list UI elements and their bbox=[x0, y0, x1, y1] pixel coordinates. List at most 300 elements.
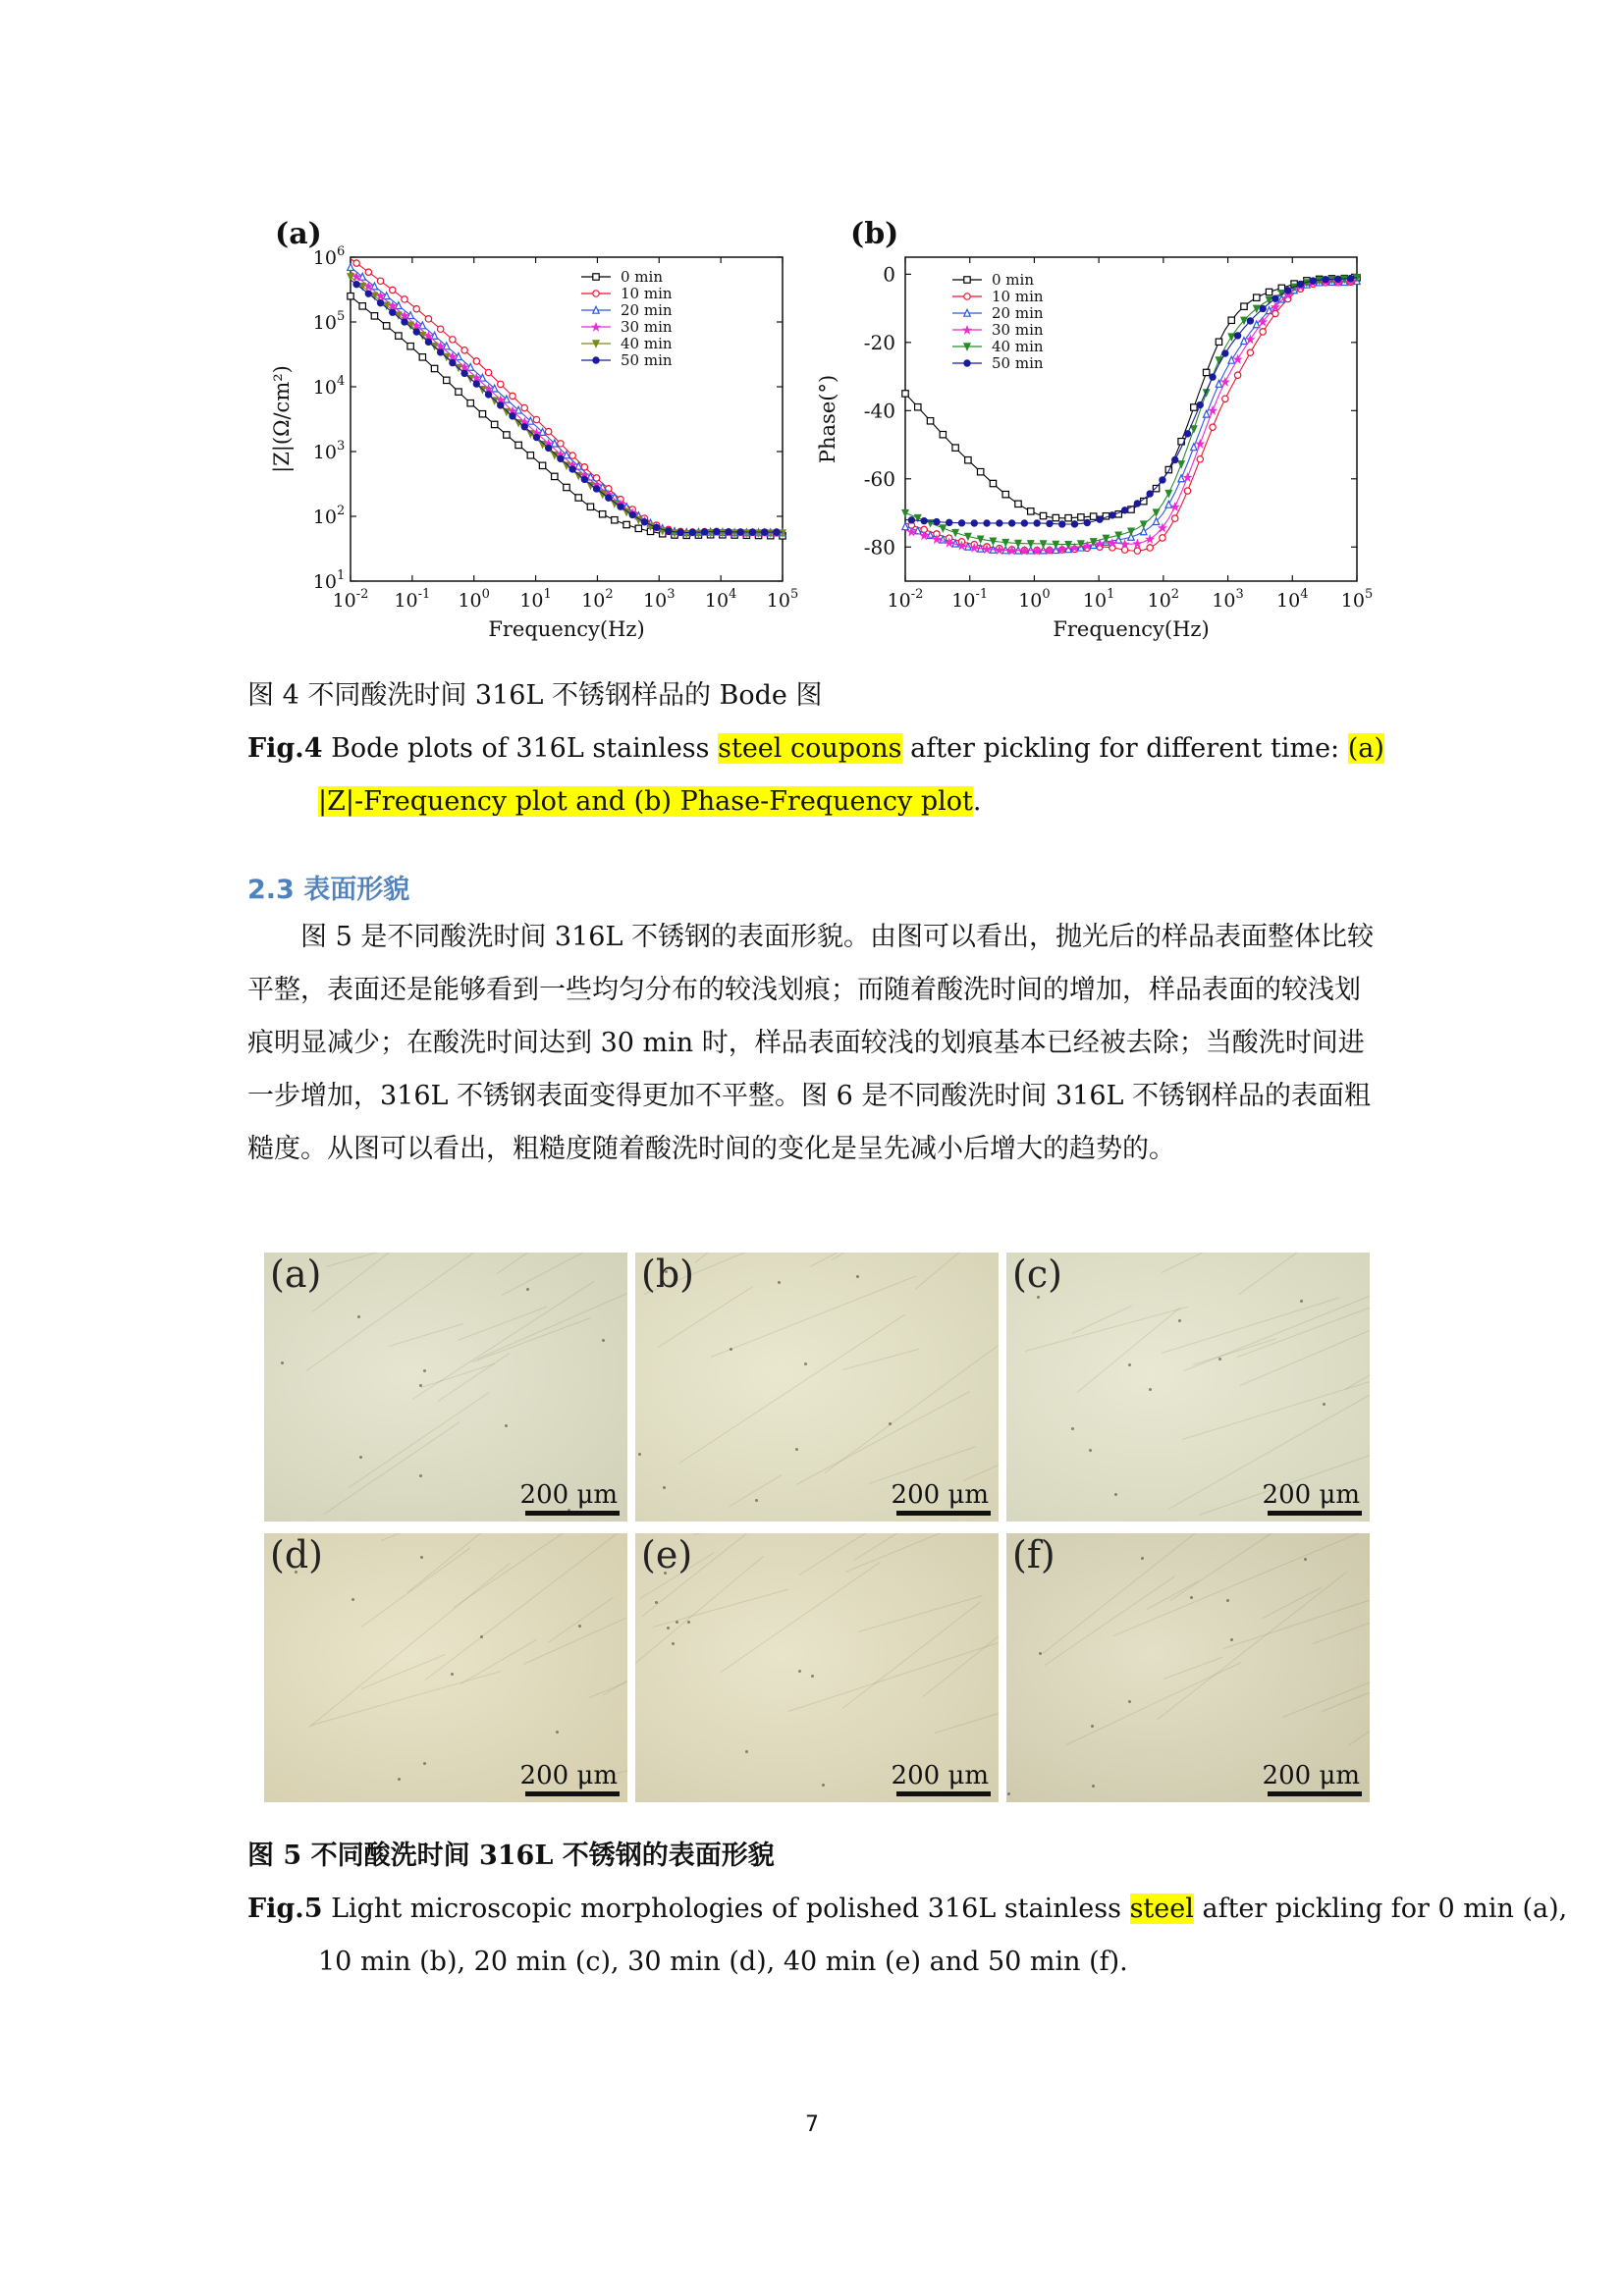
data-point bbox=[425, 316, 431, 322]
data-point bbox=[1053, 514, 1058, 520]
data-point bbox=[1197, 456, 1203, 462]
data-point bbox=[353, 260, 359, 266]
data-point bbox=[947, 519, 952, 525]
data-point bbox=[444, 377, 450, 383]
x-axis-title: Frequency(Hz) bbox=[1053, 617, 1210, 641]
surface-speck bbox=[1007, 1792, 1010, 1795]
data-point bbox=[908, 517, 914, 523]
data-point bbox=[971, 520, 977, 526]
bode-phase-svg bbox=[805, 206, 1394, 667]
data-point bbox=[1165, 501, 1171, 507]
data-point bbox=[907, 527, 915, 535]
surface-speck bbox=[804, 1362, 807, 1365]
surface-speck bbox=[672, 1642, 675, 1645]
legend-marker bbox=[964, 277, 970, 283]
data-point bbox=[510, 413, 515, 419]
surface-scratch bbox=[679, 1314, 905, 1464]
legend-entry bbox=[952, 271, 1034, 289]
data-point bbox=[1109, 512, 1115, 518]
x-tick-label: $10^2$ bbox=[581, 587, 614, 612]
legend-marker bbox=[964, 360, 970, 366]
series-10-min bbox=[351, 259, 783, 536]
data-point bbox=[1233, 355, 1241, 363]
surface-scratch bbox=[454, 1533, 570, 1608]
bode-magnitude-chart bbox=[247, 206, 837, 667]
data-point bbox=[383, 323, 389, 329]
data-point bbox=[1184, 488, 1190, 494]
data-point bbox=[552, 473, 558, 479]
surface-speck bbox=[676, 1621, 678, 1624]
x-tick-label: $10^{-2}$ bbox=[887, 587, 924, 612]
surface-speck bbox=[1092, 1785, 1095, 1788]
micrograph-label: (a) bbox=[270, 1253, 322, 1296]
y-tick-label: $10^5$ bbox=[312, 309, 346, 334]
surface-scratch bbox=[548, 1597, 614, 1643]
micrograph-label: (f) bbox=[1012, 1533, 1055, 1576]
data-point bbox=[450, 359, 456, 365]
surface-speck bbox=[1128, 1700, 1131, 1703]
section-heading: 2.3 表面形貌 bbox=[247, 875, 410, 905]
data-point bbox=[761, 529, 767, 535]
surface-scratch bbox=[1182, 1366, 1370, 1439]
data-point bbox=[1234, 372, 1240, 378]
x-tick-label: $10^1$ bbox=[519, 587, 552, 612]
data-point bbox=[1209, 406, 1217, 414]
fig4-caption-en-line1 bbox=[247, 722, 1384, 775]
data-point bbox=[371, 283, 377, 290]
legend-entry bbox=[581, 351, 673, 369]
surface-speck bbox=[602, 1339, 605, 1342]
data-point bbox=[396, 333, 402, 339]
data-point bbox=[390, 309, 396, 315]
scale-bar-label: 200 μm bbox=[1262, 1761, 1360, 1790]
data-point bbox=[1210, 424, 1216, 430]
data-point bbox=[515, 442, 521, 448]
data-point bbox=[575, 495, 581, 501]
data-point bbox=[653, 524, 659, 530]
data-point bbox=[1146, 535, 1154, 543]
data-point bbox=[1210, 374, 1216, 380]
legend-label: 30 min bbox=[621, 318, 673, 336]
x-tick-label: $10^2$ bbox=[1147, 587, 1180, 612]
data-point bbox=[491, 421, 497, 427]
surface-speck bbox=[1128, 1363, 1131, 1366]
surface-speck bbox=[419, 1384, 422, 1387]
data-point bbox=[1266, 289, 1271, 294]
data-point bbox=[365, 291, 371, 296]
scale-bar-label: 200 μm bbox=[891, 1761, 989, 1790]
scale-bar bbox=[896, 1791, 991, 1796]
surface-speck bbox=[1304, 1558, 1307, 1561]
panel-label: (b) bbox=[850, 217, 899, 251]
fig4-label: Fig.4 bbox=[247, 733, 323, 764]
surface-scratch bbox=[1043, 1533, 1229, 1654]
data-point bbox=[587, 504, 593, 509]
surface-scratch bbox=[962, 1385, 999, 1481]
data-point bbox=[1191, 444, 1197, 451]
data-point bbox=[921, 517, 927, 523]
surface-scratch bbox=[388, 1323, 462, 1347]
y-tick-label: $10^6$ bbox=[312, 244, 346, 269]
surface-scratch bbox=[854, 1533, 922, 1561]
surface-speck bbox=[526, 1288, 529, 1291]
surface-speck bbox=[1141, 1557, 1144, 1560]
data-point bbox=[934, 518, 940, 524]
data-point bbox=[977, 468, 983, 474]
surface-scratch bbox=[361, 1548, 470, 1628]
fig4-caption-text-1: Bode plots of 316L stainless bbox=[322, 733, 719, 764]
legend-label: 50 min bbox=[992, 354, 1044, 372]
legend-entry bbox=[581, 268, 663, 286]
data-point bbox=[1002, 491, 1008, 497]
data-point bbox=[1221, 378, 1229, 386]
surface-speck bbox=[778, 1281, 781, 1284]
y-tick-label: $10^1$ bbox=[312, 568, 346, 593]
surface-speck bbox=[423, 1369, 426, 1372]
data-point bbox=[1254, 294, 1260, 300]
series-0-min bbox=[902, 275, 1360, 521]
surface-scratch bbox=[412, 1280, 595, 1399]
data-point bbox=[569, 453, 575, 458]
data-point bbox=[1160, 477, 1165, 483]
micrograph-panel bbox=[264, 1533, 627, 1802]
legend-marker bbox=[963, 326, 971, 334]
surface-speck bbox=[889, 1422, 892, 1425]
surface-scratch bbox=[845, 1533, 999, 1573]
legend-label: 10 min bbox=[992, 288, 1044, 305]
data-point bbox=[1153, 485, 1159, 491]
surface-speck bbox=[1323, 1403, 1325, 1406]
data-point bbox=[984, 520, 990, 526]
surface-scratch bbox=[312, 1253, 444, 1312]
scale-bar bbox=[525, 1791, 620, 1796]
data-point bbox=[348, 274, 353, 281]
x-tick-label: $10^3$ bbox=[643, 587, 676, 612]
data-point bbox=[383, 293, 389, 299]
surface-scratch bbox=[1239, 1253, 1370, 1295]
surface-scratch bbox=[842, 1349, 920, 1370]
data-point bbox=[915, 404, 921, 410]
data-point bbox=[545, 445, 551, 451]
data-point bbox=[1323, 277, 1328, 283]
surface-speck bbox=[420, 1556, 423, 1559]
data-point bbox=[958, 520, 964, 526]
data-point bbox=[666, 528, 672, 534]
surface-speck bbox=[1114, 1493, 1117, 1496]
surface-scratch bbox=[324, 1421, 460, 1515]
fig4-caption-text-2: after pickling for different time: bbox=[901, 733, 1348, 764]
data-point bbox=[635, 525, 641, 531]
surface-scratch bbox=[420, 1362, 494, 1387]
data-point bbox=[1222, 396, 1228, 401]
surface-scratch bbox=[694, 1533, 943, 1535]
legend-entry bbox=[581, 335, 673, 352]
legend-marker bbox=[593, 357, 599, 363]
surface-speck bbox=[755, 1499, 758, 1502]
surface-speck bbox=[1091, 1725, 1094, 1728]
data-point bbox=[1297, 281, 1303, 287]
legend-entry bbox=[581, 285, 673, 302]
data-point bbox=[1147, 491, 1153, 497]
scale-bar-label: 200 μm bbox=[891, 1480, 989, 1510]
data-point bbox=[1247, 349, 1253, 355]
series-line bbox=[351, 280, 783, 533]
data-point bbox=[1191, 426, 1197, 433]
data-point bbox=[1272, 310, 1278, 316]
data-point bbox=[1015, 501, 1021, 507]
data-point bbox=[1172, 456, 1178, 462]
surface-speck bbox=[856, 1275, 859, 1278]
x-tick-label: $10^0$ bbox=[1018, 587, 1051, 612]
scale-bar bbox=[896, 1511, 991, 1516]
data-point bbox=[1071, 521, 1077, 527]
data-point bbox=[1040, 512, 1046, 518]
surface-scratch bbox=[711, 1276, 916, 1359]
legend-label: 50 min bbox=[621, 351, 673, 369]
series-line bbox=[905, 278, 1357, 524]
y-tick-label: $10^4$ bbox=[312, 374, 346, 399]
surface-speck bbox=[822, 1784, 825, 1787]
section-paragraph bbox=[247, 911, 1386, 1176]
data-point bbox=[1134, 501, 1140, 507]
surface-scratch bbox=[311, 1671, 502, 1726]
data-point bbox=[377, 278, 383, 284]
data-point bbox=[1134, 548, 1140, 554]
data-point bbox=[1047, 520, 1053, 526]
data-point bbox=[1184, 431, 1190, 437]
surface-scratch bbox=[869, 1446, 976, 1484]
x-tick-label: $10^{-1}$ bbox=[394, 587, 431, 612]
scale-bar-label: 200 μm bbox=[519, 1480, 618, 1510]
data-point bbox=[599, 511, 605, 517]
data-point bbox=[612, 517, 618, 523]
data-point bbox=[413, 306, 419, 312]
surface-scratch bbox=[477, 1263, 627, 1360]
surface-speck bbox=[1230, 1638, 1233, 1641]
data-point bbox=[902, 391, 908, 397]
y-tick-label: -60 bbox=[863, 466, 895, 491]
surface-scratch bbox=[1112, 1533, 1364, 1636]
surface-scratch bbox=[810, 1253, 921, 1267]
data-point bbox=[606, 495, 612, 501]
data-point bbox=[407, 344, 413, 349]
fig5-caption-text-1: Light microscopic morphologies of polished 316L stainless bbox=[322, 1894, 1130, 1924]
data-point bbox=[479, 411, 485, 417]
x-tick-label: $10^5$ bbox=[766, 587, 799, 612]
data-point bbox=[545, 428, 551, 434]
data-point bbox=[467, 400, 473, 405]
legend-entry bbox=[952, 304, 1044, 322]
data-point bbox=[641, 519, 647, 525]
data-point bbox=[1272, 295, 1278, 301]
fig5-caption-cn bbox=[247, 1830, 775, 1883]
legend-marker bbox=[593, 274, 599, 280]
data-point bbox=[1078, 514, 1084, 520]
x-tick-label: $10^{-1}$ bbox=[951, 587, 989, 612]
legend-label: 40 min bbox=[621, 335, 673, 352]
surface-speck bbox=[1218, 1358, 1221, 1361]
data-point bbox=[569, 466, 575, 472]
data-point bbox=[1247, 318, 1253, 324]
data-point bbox=[1160, 535, 1165, 541]
data-point bbox=[521, 404, 527, 410]
fig5-caption-text-3: 10 min (b), 20 min (c), 30 min (d), 40 min (e) and 50 min (f). bbox=[318, 1947, 1128, 1977]
micrograph-panel bbox=[635, 1253, 999, 1522]
panel-label: (a) bbox=[275, 217, 322, 251]
data-point bbox=[940, 432, 946, 438]
surface-speck bbox=[281, 1362, 284, 1364]
data-point bbox=[677, 529, 683, 535]
surface-scratch bbox=[1162, 1253, 1370, 1273]
legend-marker bbox=[593, 291, 599, 296]
fig4-caption-text-3: . bbox=[972, 786, 982, 817]
surface-scratch bbox=[604, 1623, 627, 1695]
data-point bbox=[1260, 329, 1266, 335]
surface-scratch bbox=[721, 1562, 880, 1673]
data-point bbox=[413, 329, 419, 335]
micrograph-label: (b) bbox=[641, 1253, 694, 1296]
data-point bbox=[701, 529, 707, 535]
surface-scratch bbox=[1158, 1573, 1347, 1721]
legend-entry bbox=[581, 301, 673, 319]
surface-speck bbox=[398, 1778, 401, 1781]
data-point bbox=[1171, 503, 1179, 510]
surface-scratch bbox=[1024, 1306, 1187, 1351]
data-point bbox=[437, 349, 443, 355]
surface-scratch bbox=[308, 1563, 510, 1728]
surface-speck bbox=[578, 1625, 581, 1628]
data-point bbox=[365, 269, 371, 275]
fig5-caption-en-line2 bbox=[318, 1936, 1128, 1989]
legend-entry bbox=[952, 288, 1044, 305]
data-point bbox=[997, 520, 1002, 526]
legend-entry bbox=[952, 338, 1044, 355]
micrograph-panel bbox=[264, 1253, 627, 1522]
surface-speck bbox=[480, 1635, 483, 1638]
data-point bbox=[1084, 519, 1090, 525]
surface-speck bbox=[419, 1474, 422, 1477]
data-point bbox=[902, 509, 908, 516]
scale-bar bbox=[1268, 1791, 1362, 1796]
data-point bbox=[1065, 514, 1071, 520]
surface-speck bbox=[357, 1315, 360, 1318]
y-axis-title: |Z|(Ω/cm²) bbox=[270, 365, 294, 473]
surface-speck bbox=[1300, 1300, 1303, 1303]
bode-phase-chart bbox=[805, 206, 1394, 667]
data-point bbox=[618, 504, 623, 509]
data-point bbox=[1197, 401, 1203, 407]
y-tick-label: -80 bbox=[863, 535, 895, 560]
surface-speck bbox=[451, 1673, 454, 1676]
data-point bbox=[1183, 473, 1191, 481]
data-point bbox=[1178, 461, 1184, 468]
legend-label: 30 min bbox=[992, 321, 1044, 339]
data-point bbox=[990, 480, 996, 486]
data-point bbox=[1310, 278, 1316, 284]
legend-entry bbox=[952, 354, 1044, 372]
surface-speck bbox=[1226, 1599, 1229, 1602]
surface-scratch bbox=[458, 1307, 547, 1341]
y-tick-label: -40 bbox=[863, 399, 895, 423]
data-point bbox=[527, 453, 533, 458]
data-point bbox=[473, 358, 479, 364]
legend-marker bbox=[964, 294, 970, 299]
data-point bbox=[558, 441, 564, 447]
data-point bbox=[1347, 275, 1353, 281]
data-point bbox=[485, 392, 491, 398]
fig4-caption-cn-text: 图 4 不同酸洗时间 316L 不锈钢样品的 Bode 图 bbox=[247, 680, 823, 711]
data-point bbox=[1266, 296, 1271, 303]
x-tick-label: $10^1$ bbox=[1082, 587, 1115, 612]
data-point bbox=[390, 287, 396, 293]
legend-label: 10 min bbox=[621, 285, 673, 302]
surface-speck bbox=[556, 1731, 559, 1734]
series-40-min bbox=[348, 274, 785, 538]
series-50-min bbox=[351, 280, 783, 536]
legend-entry bbox=[952, 321, 1044, 339]
data-point bbox=[377, 299, 383, 305]
data-point bbox=[714, 528, 720, 534]
scale-bar bbox=[1268, 1511, 1362, 1516]
surface-speck bbox=[1071, 1427, 1074, 1430]
data-point bbox=[359, 303, 365, 309]
data-point bbox=[1196, 440, 1204, 448]
fig4-caption-cn bbox=[247, 669, 823, 722]
data-point bbox=[1203, 410, 1209, 417]
surface-speck bbox=[1149, 1388, 1152, 1391]
y-tick-label: 0 bbox=[883, 262, 895, 287]
surface-scratch bbox=[1313, 1591, 1370, 1644]
surface-scratch bbox=[1170, 1533, 1370, 1601]
data-point bbox=[402, 319, 407, 325]
data-point bbox=[450, 337, 456, 343]
data-point bbox=[1172, 515, 1178, 521]
legend-label: 40 min bbox=[992, 338, 1044, 355]
data-point bbox=[498, 402, 504, 408]
fig5-caption-en-line1 bbox=[247, 1883, 1567, 1936]
data-point bbox=[498, 381, 504, 387]
data-point bbox=[1090, 513, 1096, 519]
legend-label: 20 min bbox=[621, 301, 673, 319]
data-point bbox=[558, 455, 564, 461]
surface-scratch bbox=[914, 1253, 990, 1290]
data-point bbox=[940, 525, 946, 532]
surface-speck bbox=[811, 1675, 814, 1678]
fig4-caption-highlight-3: |Z|-Frequency plot and (b) Phase-Frequency plot bbox=[318, 786, 973, 817]
surface-scratch bbox=[1347, 1588, 1370, 1745]
data-point bbox=[1059, 521, 1065, 527]
surface-speck bbox=[687, 1621, 690, 1624]
surface-speck bbox=[798, 1670, 801, 1673]
surface-scratch bbox=[502, 1253, 627, 1296]
surface-speck bbox=[795, 1448, 798, 1451]
surface-speck bbox=[423, 1762, 426, 1765]
x-tick-label: $10^4$ bbox=[1276, 587, 1309, 612]
series-line bbox=[351, 277, 783, 534]
surface-speck bbox=[663, 1486, 666, 1489]
data-point bbox=[533, 416, 539, 422]
bode-magnitude-svg bbox=[247, 206, 837, 667]
data-point bbox=[1203, 369, 1209, 375]
surface-scratch bbox=[923, 1579, 999, 1696]
legend-marker bbox=[593, 306, 599, 313]
data-point bbox=[431, 365, 437, 371]
data-point bbox=[593, 486, 599, 492]
fig5-caption-text-2: after pickling for 0 min (a), bbox=[1193, 1894, 1568, 1924]
x-tick-label: $10^4$ bbox=[704, 587, 737, 612]
fig5-caption-cn-text: 图 5 不同酸洗时间 316L 不锈钢的表面形貌 bbox=[247, 1841, 775, 1871]
data-point bbox=[623, 521, 629, 527]
